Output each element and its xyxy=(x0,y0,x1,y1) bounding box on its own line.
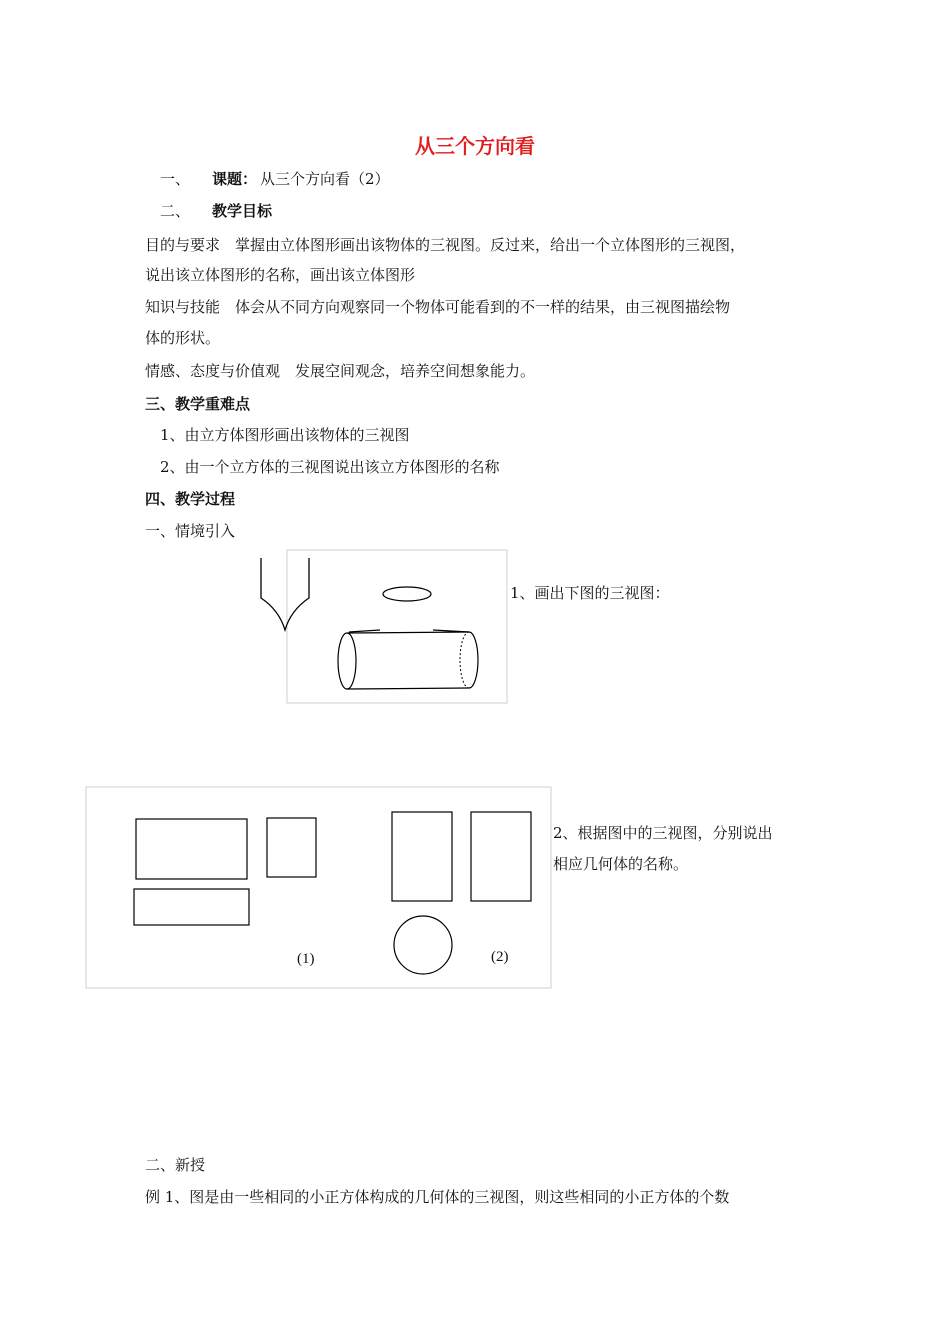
new-section-heading: 二、新授 xyxy=(145,1156,206,1174)
course-number: 一、 xyxy=(160,170,191,188)
aim-line-1: 目的与要求 掌握由立体图形画出该物体的三视图。反过来，给出一个立体图形的三视图， xyxy=(145,236,746,254)
course-value: 从三个方向看（2） xyxy=(260,170,390,188)
cylinder-figure xyxy=(255,548,513,708)
task-1-text: 1、画出下图的三视图： xyxy=(510,584,670,602)
task-2-line-1: 2、根据图中的三视图，分别说出 xyxy=(553,824,773,842)
emotion-line: 情感、态度与价值观 发展空间观念，培养空间想象能力。 xyxy=(145,362,536,380)
page-title: 从三个方向看 xyxy=(415,134,535,158)
aim-line-2: 说出该立体图形的名称，画出该立体图形 xyxy=(145,266,416,284)
process-heading: 四、教学过程 xyxy=(145,490,236,508)
keypoint-item-2: 2、由一个立方体的三视图说出该立方体图形的名称 xyxy=(160,458,500,476)
example-1-text: 例 1、图是由一些相同的小正方体构成的几何体的三视图，则这些相同的小正方体的个数 xyxy=(145,1188,730,1206)
goals-number: 二、 xyxy=(160,202,191,220)
skill-line-2: 体的形状。 xyxy=(145,329,221,347)
figure-label-1: (1) xyxy=(297,951,315,967)
figure-label-2: (2) xyxy=(491,949,509,965)
three-view-figure xyxy=(84,785,554,991)
task-2-line-2: 相应几何体的名称。 xyxy=(553,855,689,873)
keypoints-heading: 三、教学重难点 xyxy=(145,395,251,413)
goals-heading: 教学目标 xyxy=(212,202,273,220)
skill-line-1: 知识与技能 体会从不同方向观察同一个物体可能看到的不一样的结果，由三视图描绘物 xyxy=(145,298,731,316)
course-label: 课题： xyxy=(212,170,258,188)
keypoint-item-1: 1、由立方体图形画出该物体的三视图 xyxy=(160,426,410,444)
intro-heading: 一、情境引入 xyxy=(145,522,236,540)
